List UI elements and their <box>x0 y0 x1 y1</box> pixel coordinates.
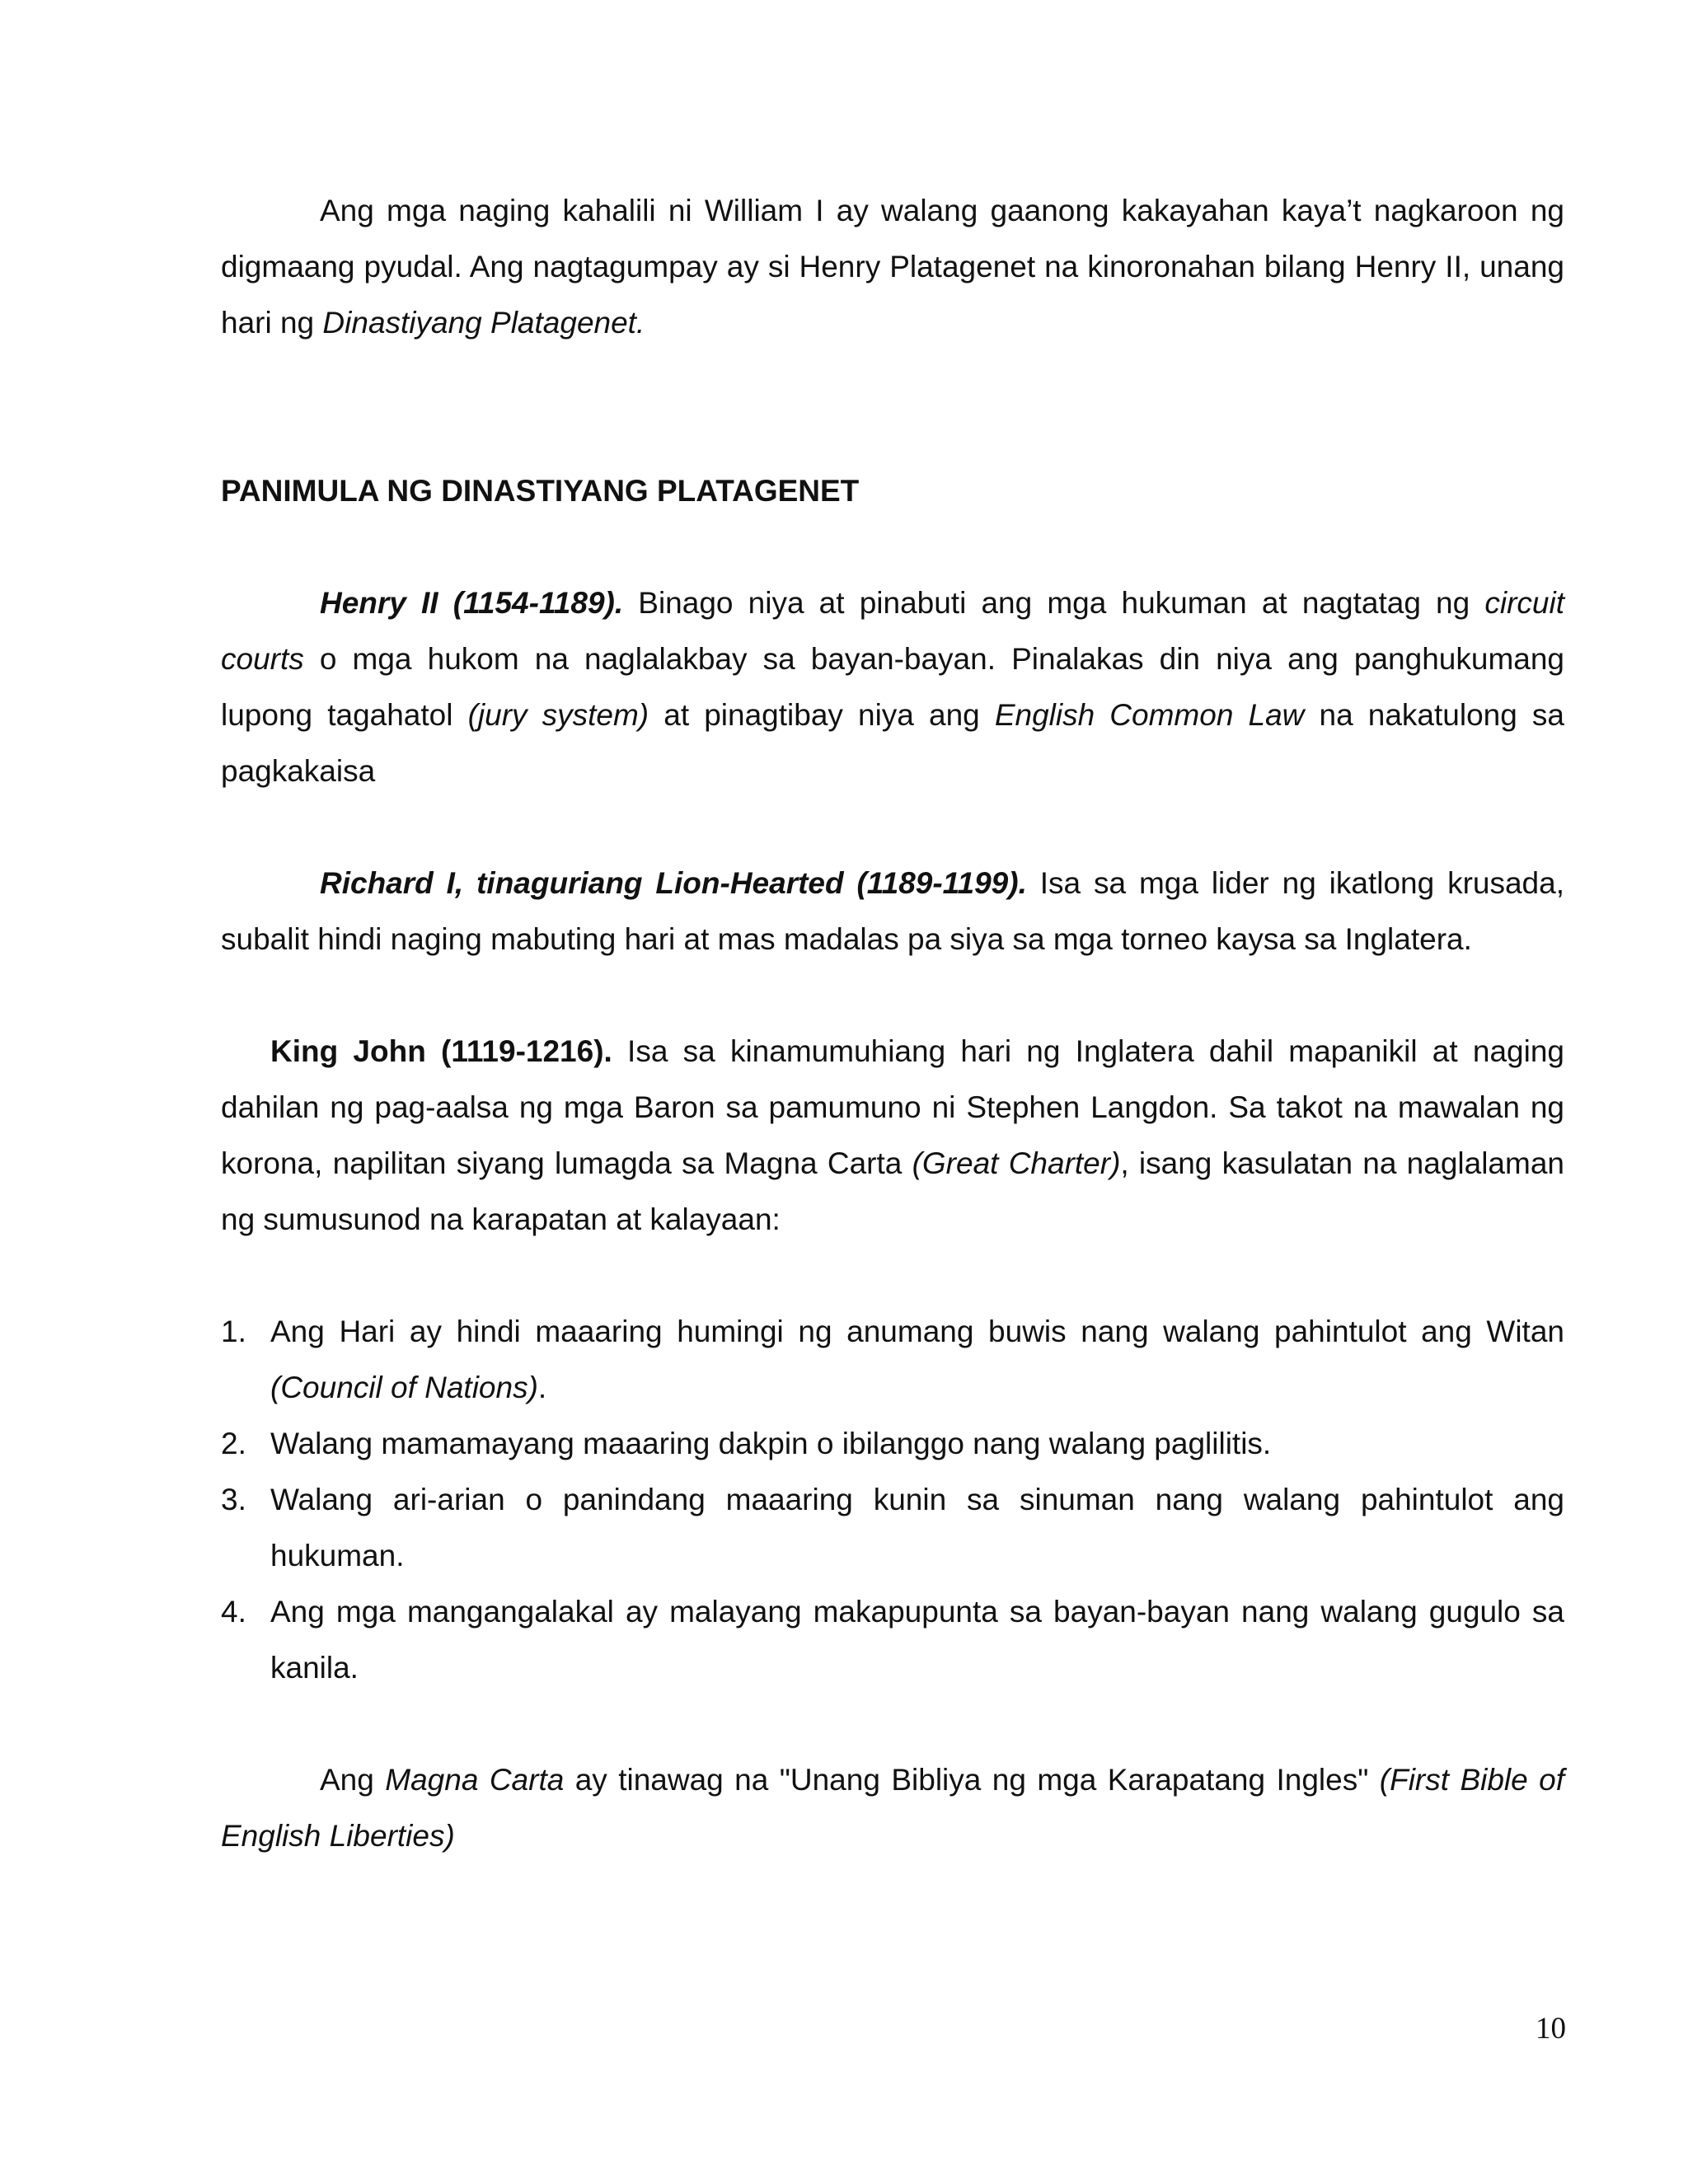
henry-paragraph <box>221 575 1564 799</box>
henry-text-1: Binago niya at pinabuti ang mga hukuman at nagtatag ng <box>623 586 1485 620</box>
henry-italic-3: English Common Law <box>994 698 1305 732</box>
list-item <box>221 1304 1564 1416</box>
henry-title: Henry II (1154-1189). <box>320 586 624 620</box>
list-text: Ang Hari ay hindi maaaring humingi ng anumang buwis nang walang pahintulot ang Witan <box>270 1315 1564 1348</box>
richard-title: Richard I, tinaguriang Lion-Hearted (1189-1199). <box>320 866 1027 900</box>
closing-italic-2: (First Bible of English Liberties) <box>221 1763 1565 1853</box>
list-number: 2. <box>221 1427 246 1460</box>
section-heading: PANIMULA NG DINASTIYANG PLATAGENET <box>221 474 860 508</box>
john-paragraph <box>221 1024 1564 1248</box>
henry-text-4: na nakatulong sa pagkakaisa <box>221 698 1564 788</box>
richard-text: Isa sa mga lider ng ikatlong krusada, subalit hindi naging mabuting hari at mas madalas pa siya sa mga torneo kaysa sa Inglatera. <box>221 866 1564 956</box>
john-italic-1: (Great Charter) <box>912 1146 1121 1180</box>
list-number: 1. <box>221 1315 246 1348</box>
list-italic: (Council of Nations) <box>270 1371 538 1404</box>
henry-text-3: at pinagtibay niya ang <box>649 698 995 732</box>
intro-text: Ang mga naging kahalili ni William I ay walang gaanong kakayahan kaya’t nagkaroon ng digmaang pyudal. Ang nagtagumpay ay si Henry Platagenet na kinoronahan bilang Henry II, unang hari ng <box>221 194 1564 340</box>
list-number: 3. <box>221 1483 246 1516</box>
henry-italic-1: circuit courts <box>221 586 1564 676</box>
closing-text-2: ay tinawag na "Unang Bibliya ng mga Karapatang Ingles" <box>564 1763 1380 1797</box>
list-text: Ang mga mangangalakal ay malayang makapupunta sa bayan-bayan nang walang gugulo sa kanila. <box>270 1595 1564 1685</box>
rights-list <box>221 1304 1564 1696</box>
closing-text-1: Ang <box>320 1763 386 1797</box>
list-item <box>221 1416 1564 1472</box>
document-body <box>221 183 1564 1864</box>
henry-text-2: o mga hukom na naglalakbay sa bayan-bayan. Pinalakas din niya ang panghukumang lupong tagahatol <box>221 642 1564 732</box>
john-title: King John (1119-1216). <box>270 1034 612 1068</box>
page-number: 10 <box>1536 2012 1566 2046</box>
intro-paragraph <box>221 183 1564 351</box>
richard-paragraph <box>221 855 1564 968</box>
closing-italic-1: Magna Carta <box>385 1763 565 1797</box>
list-text: Walang mamamayang maaaring dakpin o ibilanggo nang walang paglilitis. <box>270 1427 1272 1460</box>
list-number: 4. <box>221 1595 246 1629</box>
henry-italic-2: (jury system) <box>467 698 649 732</box>
closing-paragraph <box>221 1752 1564 1864</box>
list-text: Walang ari-arian o panindang maaaring kunin sa sinuman nang walang pahintulot ang hukuman. <box>270 1483 1564 1572</box>
intro-italic: Dinastiyang Platagenet. <box>322 306 645 340</box>
john-text-1: Isa sa kinamumuhiang hari ng Inglatera dahil mapanikil at naging dahilan ng pag-aalsa ng mga Baron sa pamumuno ni Stephen Langdon. Sa takot na mawalan ng korona, napilitan siyang lumagda sa Magna Carta <box>221 1034 1564 1180</box>
john-text-2: , isang kasulatan na naglalaman ng sumusunod na karapatan at kalayaan: <box>221 1146 1564 1236</box>
list-item <box>221 1584 1564 1696</box>
list-after: . <box>537 1371 547 1404</box>
list-item <box>221 1472 1564 1584</box>
